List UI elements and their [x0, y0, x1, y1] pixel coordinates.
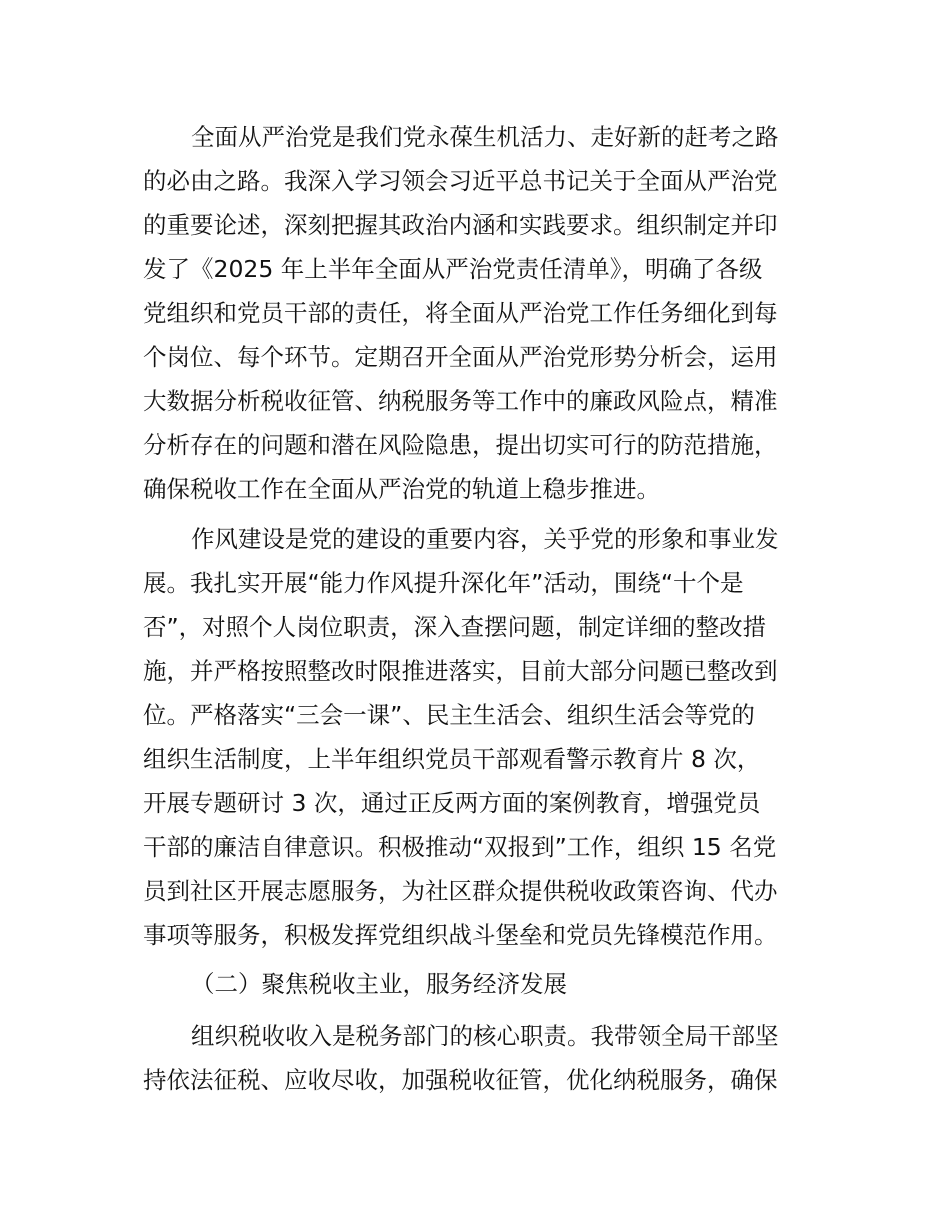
- paragraph-2-line-4: 施，并严格按照整改时限推进落实，目前大部分问题已整改到: [143, 657, 778, 685]
- paragraph-2-line-7: 开展专题研讨 3 次，通过正反两方面的案例教育，增强党员: [143, 789, 761, 817]
- paragraph-2-line-1: 作风建设是党的建设的重要内容，关乎党的形象和事业发: [191, 525, 779, 553]
- paragraph-1-line-7: 大数据分析税收征管、纳税服务等工作中的廉政风险点，精准: [143, 387, 778, 415]
- paragraph-1-line-9: 确保税收工作在全面从严治党的轨道上稳步推进。: [143, 475, 660, 503]
- paragraph-2-line-6: 组织生活制度，上半年组织党员干部观看警示教育片 8 次，: [143, 745, 761, 773]
- paragraph-1-line-6: 个岗位、每个环节。定期召开全面从严治党形势分析会，运用: [143, 343, 778, 371]
- section-heading: （二）聚焦税收主业，服务经济发展: [191, 970, 567, 998]
- paragraph-2-line-10: 事项等服务，积极发挥党组织战斗堡垒和党员先锋模范作用。: [143, 921, 778, 949]
- paragraph-3-line-2: 持依法征税、应收尽收，加强税收征管，优化纳税服务，确保: [143, 1066, 778, 1094]
- paragraph-2-line-2: 展。我扎实开展“能力作风提升深化年”活动，围绕“十个是: [143, 569, 744, 597]
- paragraph-2-line-8: 干部的廉洁自律意识。积极推动“双报到”工作，组织 15 名党: [143, 833, 777, 861]
- paragraph-1-line-8: 分析存在的问题和潜在风险隐患，提出切实可行的防范措施，: [143, 431, 778, 459]
- paragraph-1-line-2: 的必由之路。我深入学习领会习近平总书记关于全面从严治党: [143, 167, 778, 195]
- paragraph-1-line-5: 党组织和党员干部的责任，将全面从严治党工作任务细化到每: [143, 299, 778, 327]
- paragraph-2-line-3: 否”，对照个人岗位职责，深入查摆问题，制定详细的整改措: [143, 613, 767, 641]
- paragraph-2-line-9: 员到社区开展志愿服务，为社区群众提供税收政策咨询、代办: [143, 877, 778, 905]
- paragraph-1-line-1: 全面从严治党是我们党永葆生机活力、走好新的赶考之路: [191, 123, 779, 151]
- paragraph-1-line-4: 发了《2025 年上半年全面从严治党责任清单》，明确了各级: [143, 255, 763, 283]
- paragraph-1-line-3: 的重要论述，深刻把握其政治内涵和实践要求。组织制定并印: [143, 211, 778, 239]
- paragraph-2-line-5: 位。严格落实“三会一课”、民主生活会、组织生活会等党的: [143, 701, 755, 729]
- paragraph-3-line-1: 组织税收收入是税务部门的核心职责。我带领全局干部坚: [191, 1022, 779, 1050]
